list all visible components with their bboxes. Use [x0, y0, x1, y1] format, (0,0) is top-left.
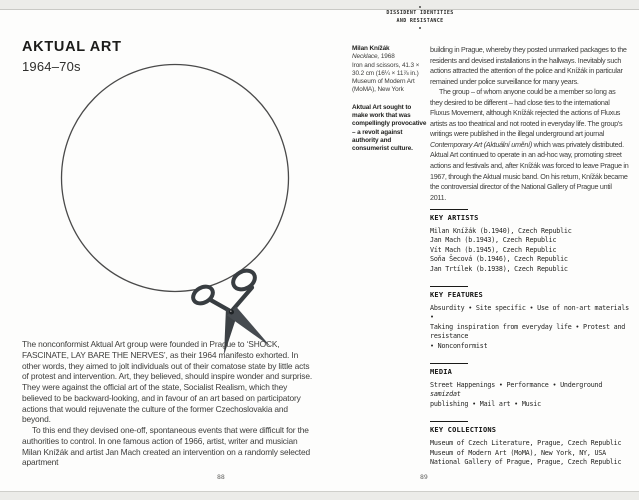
figure-caption — [352, 45, 428, 154]
page-number-left: 88 — [217, 473, 225, 481]
section-rule — [430, 363, 468, 364]
key-collections-heading: KEY COLLECTIONS — [430, 426, 497, 435]
section-rule — [430, 286, 468, 287]
right-paragraph-2-cont: which was privately distributed. Aktual Art continued to operate in an ad-hoc way, promoting street actions and festivals and, after Knížák was forced to leave Prague in 1967, through the Aktual music band. On his return, Knížák became the controversial director of the National Gallery of Prague until 2011. — [430, 139, 629, 202]
ornament-dot-top — [419, 6, 421, 8]
collection-line: Museum of Modern Art (MoMA), New York, NY, USA — [430, 448, 607, 457]
feature-line: Absurdity • Site specific • Use of non-art materials • — [430, 304, 629, 322]
left-paragraph-1: The nonconformist Aktual Art group were founded in Prague to ‘SHOCK, FASCINATE, LAY BARE THE NERVES’, as their 1964 manifesto exhorted. In other words, they aimed to jolt individuals out of their comatose state by little acts of protest and intervention. Art, they believed, should inspire wonder and surprise. They were against the official art of the state, Socialist Realism, which they believed to be backward-looking, and in favour of an art based on participatory actions that would rejuvenate the culture of the former Czechoslovakia and beyond. — [22, 339, 313, 425]
samizdat-term: samizdat — [430, 390, 461, 399]
artist-line: Jan Mach (b.1943), Czech Republic — [430, 236, 557, 245]
media-line — [430, 381, 636, 400]
artist-line: Jan Trtílek (b.1938), Czech Republic — [430, 264, 568, 273]
page-top-edge — [0, 0, 639, 10]
ornament-dot-bottom — [419, 27, 421, 29]
caption-work-year: 1968 — [379, 53, 395, 61]
caption-work-title: Necklace, — [352, 53, 380, 61]
section-key-collections — [430, 421, 636, 467]
section-media — [430, 363, 636, 409]
feature-line: Taking inspiration from everyday life • Protest and resistance — [430, 322, 626, 341]
caption-work — [352, 53, 428, 61]
media-heading: MEDIA — [430, 368, 453, 377]
section-key-artists — [430, 209, 636, 274]
journal-title: Contemporary Art (Aktuální umění) — [430, 139, 532, 149]
chapter-header-line1: DISSIDENT IDENTITIES — [386, 10, 454, 16]
right-paragraph-2-text: The group – of whom anyone could be a member so long as they desired to be different – had close ties to the international Fluxus Movement, although Knížák rejected the actions of Fluxus artists as too theatrical and not rooted in everyday life. The group’s writings were published in the illegal underground art journal — [430, 87, 623, 139]
page-bottom-edge — [0, 491, 639, 500]
page-number-right: 89 — [420, 473, 428, 481]
artist-line: Vít Mach (b.1945), Czech Republic — [430, 245, 557, 254]
artist-line: Milan Knížák (b.1940), Czech Republic — [430, 227, 572, 235]
right-body-text — [430, 45, 629, 203]
right-paragraph-1: building in Prague, whereby they posted unmarked packages to the residents and devised installations in the hallways. Inevitably such actions attracted the attention of the police and Knížák in particular remained under police surveillance for many years. — [430, 45, 627, 86]
left-paragraph-2: To this end they devised one-off, spontaneous events that were difficult for the authorities to control. In one famous action of 1966, artist, writer and musician Milan Knížák and artist Jan Mach created an intervention on a randomly selected apartment — [22, 425, 310, 468]
info-sections — [430, 209, 636, 468]
artist-line: Soňa Šecová (b.1946), Czech Republic — [430, 255, 568, 264]
page-title: AKTUAL ART — [22, 39, 122, 55]
caption-collection-1: Museum of Modern Art — [352, 78, 415, 86]
feature-line: • Nonconformist — [430, 341, 488, 350]
collection-line: National Gallery of Prague, Prague, Czech Republic — [430, 458, 622, 467]
section-rule — [430, 421, 468, 422]
key-features-heading: KEY FEATURES — [430, 291, 483, 300]
wire-circle — [62, 65, 289, 292]
caption-dimensions: 30.2 cm (16¼ × 11⅞ in.) — [352, 69, 419, 77]
section-rule — [430, 209, 468, 210]
media-line-text: Street Happenings • Performance • Underground — [430, 381, 603, 390]
chapter-header-line2: AND RESISTANCE — [396, 17, 444, 24]
section-key-features — [430, 286, 636, 351]
chapter-header — [345, 4, 495, 31]
left-body-text — [22, 339, 312, 468]
right-paragraph-2 — [430, 87, 629, 203]
media-line: publishing • Mail art • Music — [430, 399, 541, 408]
caption-collection-2: (MoMA), New York — [352, 86, 404, 94]
date-range: 1964–70s — [22, 59, 81, 74]
collection-line: Museum of Czech Literature, Prague, Czech Republic — [430, 439, 622, 448]
caption-materials: Iron and scissors, 41.3 × — [352, 61, 420, 69]
artwork-necklace-photo — [55, 58, 300, 358]
caption-blurb: Aktual Art sought to make work that was compellingly provocative – a revolt against authority and consumerist culture. — [352, 103, 427, 153]
caption-artist: Milan Knížák — [352, 45, 390, 52]
key-artists-heading: KEY ARTISTS — [430, 214, 479, 222]
